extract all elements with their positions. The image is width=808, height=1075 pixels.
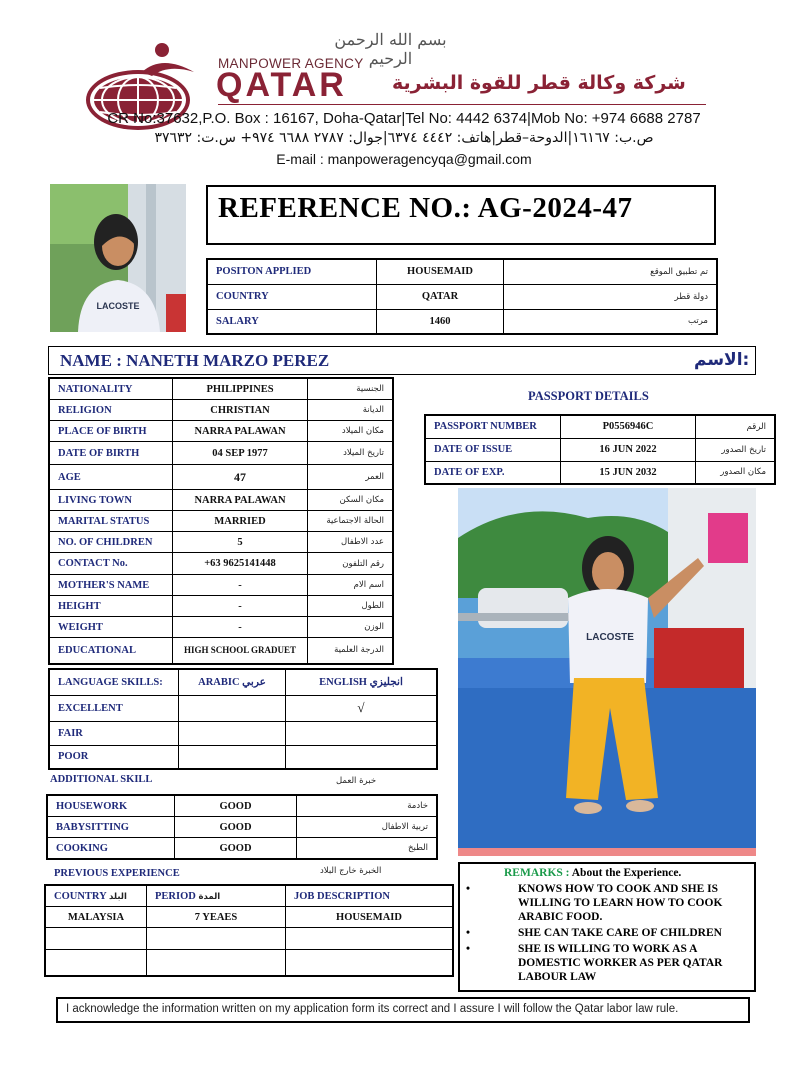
arabic-level-mark [179, 721, 286, 745]
detail-label: CONTACT No. [49, 553, 173, 575]
applicant-name-arabic: الاسم: [694, 350, 750, 370]
english-level-mark [286, 721, 438, 745]
additional-skill-heading: ADDITIONAL SKILL [50, 774, 153, 785]
column-label-arabic: المدة [198, 891, 221, 902]
detail-label: EDUCATIONAL [49, 638, 173, 664]
detail-label: NATIONALITY [49, 378, 173, 400]
applicant-portrait-photo [50, 184, 186, 332]
applicant-name: NAME : NANETH MARZO PEREZ [60, 351, 330, 370]
detail-arabic: الطول [308, 596, 394, 617]
column-label-arabic: البلد [108, 891, 127, 902]
country-arabic: دولة قطر [504, 284, 718, 309]
remarks-list [466, 882, 752, 986]
remarks-label: REMARKS : [504, 867, 570, 879]
detail-value: +63 9625141448 [173, 553, 308, 575]
detail-value: NARRA PALAWAN [173, 421, 308, 442]
passport-table [424, 414, 776, 485]
table-row [49, 669, 437, 695]
language-skills-table [48, 668, 438, 770]
table-row [49, 465, 393, 490]
table-row [45, 928, 453, 950]
detail-arabic: الدرجة العلمية [308, 638, 394, 664]
shirt-brand-text: LACOSTE [586, 632, 634, 643]
experience-table [44, 884, 454, 977]
list-item: • SHE IS WILLING TO WORK AS A DOMESTIC WORKER AS PER QATAR LABOUR LAW [466, 942, 752, 984]
detail-arabic: الحالة الاجتماعية [308, 511, 394, 532]
additional-skills-table [46, 794, 438, 860]
english-level-mark: √ [286, 695, 438, 721]
detail-value: 47 [173, 465, 308, 490]
detail-arabic: مكان الميلاد [308, 421, 394, 442]
skill-label: COOKING [47, 838, 175, 860]
position-table [206, 258, 718, 335]
table-row [45, 907, 453, 928]
passport-heading: PASSPORT DETAILS [528, 389, 649, 403]
acknowledgement-text: I acknowledge the information written on my application form its correct and I assure I will follow the Qatar labor law rule. [66, 1003, 679, 1015]
table-row [207, 259, 717, 284]
detail-label: MOTHER'S NAME [49, 575, 173, 596]
list-item: • KNOWS HOW TO COOK AND SHE IS WILLING TO LEARN HOW TO COOK ARABIC FOOD. [466, 882, 752, 924]
column-label: COUNTRY [54, 890, 107, 902]
detail-value: - [173, 596, 308, 617]
country-label: COUNTRY [207, 284, 377, 309]
skill-arabic: الطبخ [297, 838, 438, 860]
detail-arabic: الوزن [308, 617, 394, 638]
column-label: PERIOD [155, 890, 196, 902]
table-row [207, 284, 717, 309]
detail-arabic: رقم التلفون [308, 553, 394, 575]
detail-arabic: العمر [308, 465, 394, 490]
country-value: QATAR [377, 284, 504, 309]
passport-value: 15 JUN 2032 [561, 461, 696, 484]
skill-value: GOOD [175, 795, 297, 817]
skill-label: HOUSEWORK [47, 795, 175, 817]
experience-cell [147, 928, 286, 950]
salary-arabic: مرتب [504, 309, 718, 334]
table-row [425, 415, 775, 438]
list-item: • SHE CAN TAKE CARE OF CHILDREN [466, 926, 752, 940]
position-arabic: تم تطبيق الموقع [504, 259, 718, 284]
detail-arabic: اسم الام [308, 575, 394, 596]
passport-label: DATE OF ISSUE [425, 438, 561, 461]
experience-cell [45, 950, 147, 976]
additional-skill-heading-arabic: خبرة العمل [336, 776, 377, 786]
table-row [49, 378, 393, 400]
detail-value: PHILIPPINES [173, 378, 308, 400]
language-header: LANGUAGE SKILLS: [49, 669, 179, 695]
position-label: POSITON APPLIED [207, 259, 377, 284]
contact-line-english: CR No:37632,P.O. Box : 16167, Doha-Qatar|Tel No: 4442 6374|Mob No: +974 6688 2787 [107, 110, 701, 127]
detail-arabic: الجنسية [308, 378, 394, 400]
table-row [47, 838, 437, 860]
header-divider [218, 104, 706, 105]
detail-value: - [173, 617, 308, 638]
table-row [207, 309, 717, 334]
skill-arabic: خادمة [297, 795, 438, 817]
detail-arabic: مكان السكن [308, 490, 394, 511]
experience-cell: MALAYSIA [45, 907, 147, 928]
remarks-title [504, 867, 681, 879]
salary-label: SALARY [207, 309, 377, 334]
experience-column-header [286, 885, 454, 907]
detail-value: CHRISTIAN [173, 400, 308, 421]
experience-cell: 7 YEAES [147, 907, 286, 928]
previous-experience-heading-arabic: الخبرة خارج البلاد [320, 866, 382, 876]
detail-label: MARITAL STATUS [49, 511, 173, 532]
table-row [49, 442, 393, 465]
detail-value: HIGH SCHOOL GRADUET [173, 638, 308, 664]
table-row [49, 421, 393, 442]
english-column-header: ENGLISH انجليزي [286, 669, 438, 695]
agency-name-small: MANPOWER AGENCY [218, 56, 364, 71]
table-row [45, 885, 453, 907]
detail-label: DATE OF BIRTH [49, 442, 173, 465]
table-row [49, 638, 393, 664]
detail-arabic: عدد الاطفال [308, 532, 394, 553]
detail-label: PLACE OF BIRTH [49, 421, 173, 442]
agency-name-arabic: شركة وكالة قطر للقوة البشرية [392, 72, 686, 94]
detail-label: LIVING TOWN [49, 490, 173, 511]
reference-number: REFERENCE NO.: AG-2024-47 [218, 192, 633, 224]
passport-arabic: الرقم [696, 415, 776, 438]
table-row [45, 950, 453, 976]
table-row [425, 438, 775, 461]
salary-value: 1460 [377, 309, 504, 334]
detail-arabic: الديانة [308, 400, 394, 421]
table-row [47, 817, 437, 838]
bismillah-calligraphy: بسم الله الرحمن الرحيم [334, 30, 447, 68]
detail-label: HEIGHT [49, 596, 173, 617]
arabic-level-mark [179, 745, 286, 769]
detail-value: 04 SEP 1977 [173, 442, 308, 465]
language-level: FAIR [49, 721, 179, 745]
table-row [49, 617, 393, 638]
table-row [49, 400, 393, 421]
table-row [49, 721, 437, 745]
table-row [47, 795, 437, 817]
experience-cell [147, 950, 286, 976]
english-level-mark [286, 745, 438, 769]
passport-arabic: مكان الصدور [696, 461, 776, 484]
table-row [49, 490, 393, 511]
table-row [49, 553, 393, 575]
previous-experience-heading: PREVIOUS EXPERIENCE [54, 868, 180, 879]
detail-label: WEIGHT [49, 617, 173, 638]
detail-label: NO. OF CHILDREN [49, 532, 173, 553]
experience-column-header [45, 885, 147, 907]
experience-cell [286, 950, 454, 976]
table-row [49, 745, 437, 769]
remarks-subtitle: About the Experience. [571, 867, 682, 879]
detail-value: MARRIED [173, 511, 308, 532]
contact-line-arabic: ص.ب: ١٦١٦٧|الدوحة–قطر|هاتف: ٤٤٤٢ ٦٣٧٤|جوال: ٢٧٨٧ ٦٦٨٨ ٩٧٤+ س.ت: ٣٧٦٣٢ [154, 130, 654, 146]
skill-arabic: تربية الاطفال [297, 817, 438, 838]
detail-value: NARRA PALAWAN [173, 490, 308, 511]
language-level: POOR [49, 745, 179, 769]
passport-value: P0556946C [561, 415, 696, 438]
applicant-full-body-photo [458, 488, 756, 856]
shirt-brand-text: LACOSTE [96, 301, 140, 311]
agency-name-large: QATAR [216, 66, 347, 104]
table-row [49, 575, 393, 596]
experience-cell [286, 928, 454, 950]
detail-value: - [173, 575, 308, 596]
passport-label: PASSPORT NUMBER [425, 415, 561, 438]
detail-value: 5 [173, 532, 308, 553]
detail-arabic: تاريخ الميلاد [308, 442, 394, 465]
experience-cell: HOUSEMAID [286, 907, 454, 928]
table-row [49, 532, 393, 553]
table-row [49, 511, 393, 532]
arabic-level-mark [179, 695, 286, 721]
passport-label: DATE OF EXP. [425, 461, 561, 484]
detail-label: AGE [49, 465, 173, 490]
personal-details-table [48, 377, 394, 665]
detail-label: RELIGION [49, 400, 173, 421]
skill-value: GOOD [175, 817, 297, 838]
passport-value: 16 JUN 2022 [561, 438, 696, 461]
column-label: JOB DESCRIPTION [294, 890, 390, 902]
position-value: HOUSEMAID [377, 259, 504, 284]
table-row [425, 461, 775, 484]
contact-email: E-mail : manpoweragencyqa@gmail.com [276, 151, 532, 167]
passport-arabic: تاريخ الصدور [696, 438, 776, 461]
table-row [49, 596, 393, 617]
arabic-column-header: ARABIC عربي [179, 669, 286, 695]
experience-cell [45, 928, 147, 950]
skill-label: BABYSITTING [47, 817, 175, 838]
table-row [49, 695, 437, 721]
language-level: EXCELLENT [49, 695, 179, 721]
skill-value: GOOD [175, 838, 297, 860]
experience-column-header [147, 885, 286, 907]
